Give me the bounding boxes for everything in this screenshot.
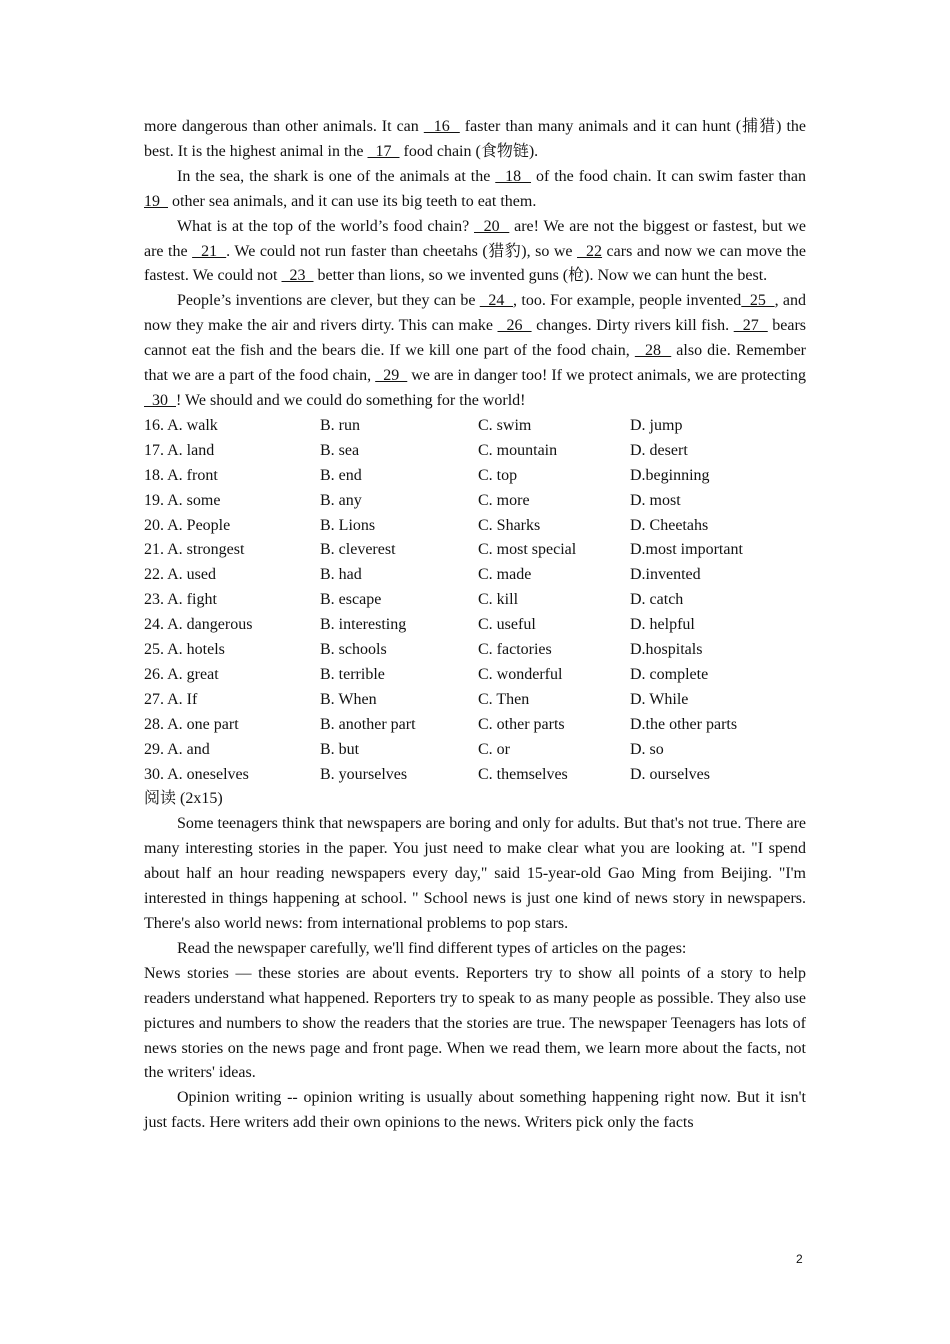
blank-28: 28 xyxy=(634,342,672,360)
option-18-d: D.beginning xyxy=(630,466,710,484)
option-16-c: C. swim xyxy=(478,416,532,434)
passage-paragraph-4: People’s inventions are clever, but they can be 24 , too. For example, people invented 25 , and now they make the air and rivers dirty. This can make 26 changes. Dirty rivers kill fish. 27 bears cannot eat the fish and the bears die. If we kill one part of the food chain, 28 also die. Remember that we are a part of the food chain, 29 we are in danger too! If we protect animals, we are protecting 30 ! We should and we could do something for the world! xyxy=(144,292,807,409)
blank-18: 18 xyxy=(495,167,532,185)
option-21-d: D.most important xyxy=(630,541,743,559)
option-17-b: B. sea xyxy=(320,441,360,459)
option-20-b: B. Lions xyxy=(320,516,376,534)
option-17-a: 17. A. land xyxy=(144,441,215,459)
option-28-c: C. other parts xyxy=(478,715,565,733)
option-26-a: 26. A. great xyxy=(144,665,219,683)
option-row-18 xyxy=(144,464,806,489)
option-17-d: D. desert xyxy=(630,441,688,459)
option-17-c: C. mountain xyxy=(478,441,558,459)
option-25-c: C. factories xyxy=(478,641,552,659)
reading-paragraph-3: News stories — these stories are about events. Reporters try to show all points of a story to help readers understand what happened. Reporters try to speak to as many people as possible. They also use pictures and numbers to show the readers that the stories are true. The newspaper Teenagers has lots of news stories on the news page and front page. When we read them, we learn more about the facts, not the writers' ideas. xyxy=(144,964,806,1082)
option-23-a: 23. A. fight xyxy=(144,591,217,609)
option-29-a: 29. A. and xyxy=(144,740,210,758)
option-row-23 xyxy=(144,588,806,613)
option-row-22 xyxy=(144,563,806,588)
reading-section-title: 阅读 (2x15) xyxy=(144,790,223,808)
option-29-c: C. or xyxy=(478,740,510,758)
blank-17: 17 xyxy=(367,142,400,160)
blank-27: 27 xyxy=(733,317,768,335)
option-19-d: D. most xyxy=(630,491,681,509)
option-30-b: B. yourselves xyxy=(320,765,408,783)
option-20-a: 20. A. People xyxy=(144,516,231,534)
blank-19: 19 xyxy=(144,192,168,210)
option-24-d: D. helpful xyxy=(630,616,695,634)
option-row-16 xyxy=(144,414,806,439)
blank-29: 29 xyxy=(375,367,408,385)
option-24-c: C. useful xyxy=(478,616,536,634)
option-25-d: D.hospitals xyxy=(630,641,703,659)
option-18-c: C. top xyxy=(478,466,518,484)
option-16-b: B. run xyxy=(320,416,360,434)
option-row-27 xyxy=(144,688,806,713)
option-16-d: D. jump xyxy=(630,416,683,434)
option-row-21 xyxy=(144,538,806,563)
option-21-c: C. most special xyxy=(478,541,577,559)
option-row-17 xyxy=(144,439,806,464)
option-19-b: B. any xyxy=(320,491,362,509)
option-19-a: 19. A. some xyxy=(144,491,221,509)
blank-20: 20 xyxy=(474,217,510,235)
option-28-d: D.the other parts xyxy=(630,715,738,733)
option-24-a: 24. A. dangerous xyxy=(144,616,253,634)
option-30-a: 30. A. oneselves xyxy=(144,765,249,783)
option-29-b: B. but xyxy=(320,740,360,758)
page-number: 2 xyxy=(796,1252,803,1266)
option-30-c: C. themselves xyxy=(478,765,568,783)
option-row-24 xyxy=(144,613,806,638)
option-23-c: C. kill xyxy=(478,591,519,609)
option-21-b: B. cleverest xyxy=(320,541,396,559)
blank-30: 30 xyxy=(144,391,176,409)
option-row-28 xyxy=(144,713,806,738)
option-22-c: C. made xyxy=(478,566,532,584)
blank-26: 26 xyxy=(497,317,532,335)
blank-16: 16 xyxy=(423,118,460,135)
blank-21: 21 xyxy=(192,242,227,260)
option-24-b: B. interesting xyxy=(320,616,407,634)
option-28-b: B. another part xyxy=(320,715,416,733)
option-26-c: C. wonderful xyxy=(478,665,563,683)
passage-paragraph-2: In the sea, the shark is one of the animals at the 18 of the food chain. It can swim faster than 19 other sea animals, and it can use its big teeth to eat them. xyxy=(144,167,807,210)
blank-23: 23 xyxy=(281,267,314,285)
option-row-20 xyxy=(144,514,806,539)
option-26-d: D. complete xyxy=(630,665,709,683)
option-row-25 xyxy=(144,638,806,663)
option-18-a: 18. A. front xyxy=(144,466,218,484)
option-22-b: B. had xyxy=(320,566,362,584)
blank-24: 24 xyxy=(479,292,514,310)
option-22-a: 22. A. used xyxy=(144,566,216,584)
option-25-a: 25. A. hotels xyxy=(144,641,225,659)
option-27-c: C. Then xyxy=(478,690,530,708)
option-22-d: D.invented xyxy=(630,566,701,584)
reading-paragraph-2: Read the newspaper carefully, we'll find different types of articles on the pages: xyxy=(177,939,687,957)
option-row-29 xyxy=(144,738,806,763)
option-26-b: B. terrible xyxy=(320,665,385,683)
option-row-19 xyxy=(144,489,806,514)
option-27-b: B. When xyxy=(320,690,377,708)
passage-paragraph-3: What is at the top of the world’s food chain? 20 are! We are not the biggest or fastest, but we are the 21 . We could not run faster than cheetahs (猎豹), so we 22 cars and now we can move the fastest. We could not 23 better than lions, so we invented guns (枪). Now we can hunt the best. xyxy=(144,217,807,285)
blank-22: 22 xyxy=(577,242,603,260)
option-23-d: D. catch xyxy=(630,591,684,609)
document-page xyxy=(144,115,806,1136)
blank-25: 25 xyxy=(741,292,775,310)
option-25-b: B. schools xyxy=(320,641,387,659)
passage-paragraph-1: more dangerous than other animals. It can 16 faster than many animals and it can hunt (捕猎) the best. It is the highest animal in the 17 food chain (食物链). xyxy=(144,118,807,160)
option-30-d: D. ourselves xyxy=(630,765,710,783)
option-19-c: C. more xyxy=(478,491,530,509)
option-20-d: D. Cheetahs xyxy=(630,516,709,534)
options-table xyxy=(144,414,806,788)
option-row-26 xyxy=(144,663,806,688)
option-27-d: D. While xyxy=(630,690,689,708)
option-row-30 xyxy=(144,763,806,788)
option-20-c: C. Sharks xyxy=(478,516,541,534)
option-29-d: D. so xyxy=(630,740,664,758)
option-18-b: B. end xyxy=(320,466,362,484)
reading-paragraph-1: Some teenagers think that newspapers are boring and only for adults. But that's not true. There are many interesting stories in the paper. You just need to make clear what you are looking at. "I spend about half an hour reading newspapers every day," said 15-year-old Gao Ming from Beijing. "I'm interested in things happening at school. " School news is just one kind of news story in newspapers. There's also world news: from international problems to pop stars. xyxy=(144,815,806,932)
option-21-a: 21. A. strongest xyxy=(144,541,245,559)
option-16-a: 16. A. walk xyxy=(144,416,218,434)
option-27-a: 27. A. If xyxy=(144,690,198,708)
option-28-a: 28. A. one part xyxy=(144,715,239,733)
reading-paragraph-4: Opinion writing -- opinion writing is usually about something happening right now. But it isn't just facts. Here writers add their own opinions to the news. Writers pick only the facts xyxy=(144,1089,806,1132)
option-23-b: B. escape xyxy=(320,591,382,609)
